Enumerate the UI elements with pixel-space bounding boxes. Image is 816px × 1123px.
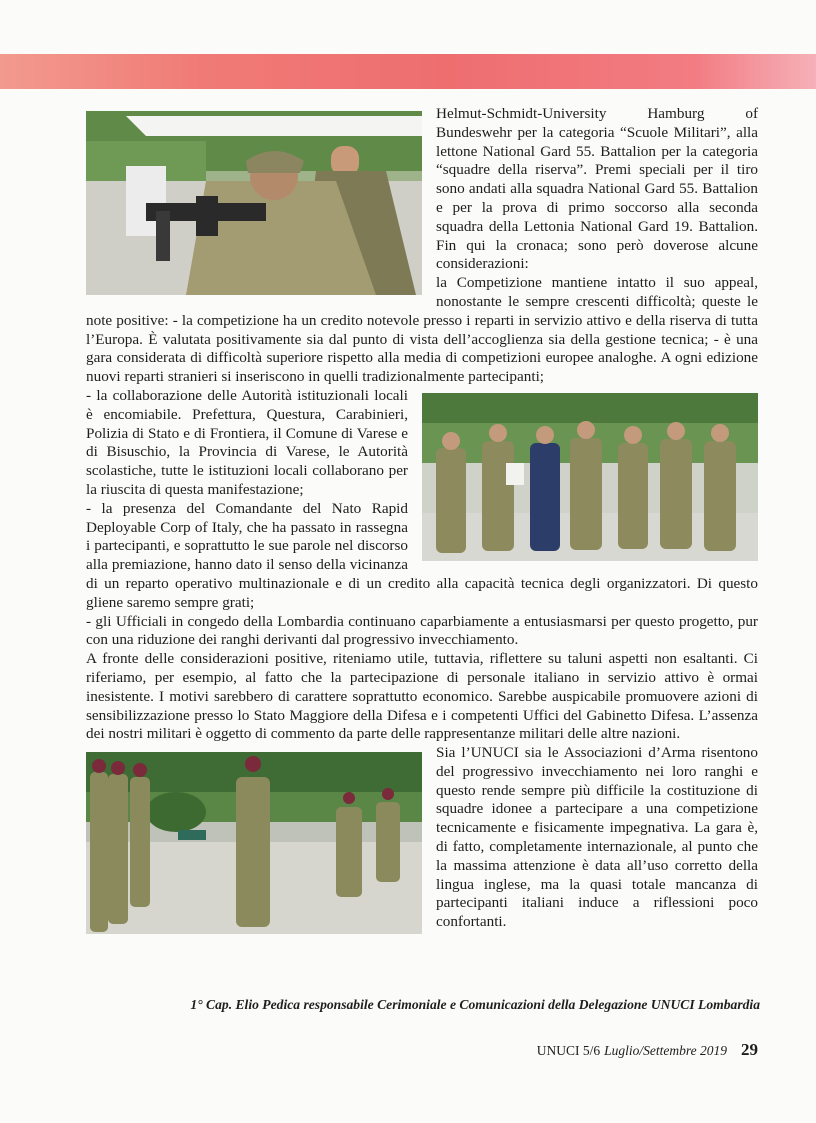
photo-award-ceremony bbox=[422, 393, 758, 561]
paragraph-officers: - gli Ufficiali in congedo della Lombardia continuano caparbiamente a entusiasmarsi per questo progetto, pur con una riduzione dei ranghi derivanti dal progressivo invecchiamento. bbox=[86, 612, 758, 649]
issue-date: Luglio/Settembre 2019 bbox=[604, 1043, 727, 1058]
paragraph-nato: - la presenza del Comandante del Nato Rapid Deployable Corp of Italy, che ha passato in rassegna i partecipanti, e soprattutto le sue parole nel discorso alla premiazione, hanno dato il senso della vicinanza di un reparto operativo multinazionale e di un credito alla capacità tecnica degli organizzatori. Di questo gliene saremo sempre grati; bbox=[86, 499, 758, 611]
article-body bbox=[86, 105, 758, 938]
page-footer bbox=[532, 1040, 758, 1060]
header-color-band bbox=[0, 54, 816, 89]
photo-shooting-range bbox=[86, 111, 422, 295]
photo-parade-review bbox=[86, 752, 422, 934]
paragraph-authorities: - la collaborazione delle Autorità istituzionali locali è encomiabile. Prefettura, Questura, Carabinieri, Polizia di Stato e di Frontiera, il Comune di Varese e di Bisuschio, la Provincia di Varese, le Autorità scolastiche, tutte le istituzioni locali collaborano per la riuscita di questa manifestazione; bbox=[86, 386, 408, 498]
author-signature: 1° Cap. Elio Pedica responsabile Cerimoniale e Comunicazioni della Delegazione UNUCI Lombardia bbox=[190, 997, 760, 1012]
paragraph-considerations: la Competizione mantiene intatto il suo appeal, nonostante le sempre crescenti difficoltà; queste le note positive: - la competizione ha un credito notevole presso i reparti in servizio attivo e della riserva di tutta l’Europa. È valutata positivamente sia dal punto di vista dell’accoglienza sia della gestione tecnica; - è una gara considerata di difficoltà superiore rispetto alla media di competizioni europee analoghe. A ogni edizione nuovi reparti stranieri si inseriscono in quelli tradizionalmente partecipanti; bbox=[86, 274, 758, 386]
paragraph-unuci: Sia l’UNUCI sia le Associazioni d’Arma risentono del progressivo invecchiamento nei loro ranghi e questo rende sempre più difficile la costituzione di squadre idonee a partecipare a una competizione tecnicamente e fisicamente impegnativa. La gara è, di fatto, completamente internazionale, al punto che la massima attenzione è data all’uso corretto della lingua inglese, ma la quasi totale mancanza di partecipanti italiani induce a riflessioni poco confortanti. bbox=[436, 744, 758, 931]
page-number: 29 bbox=[741, 1040, 758, 1059]
paragraph-intro: Helmut-Schmidt-University Hamburg of Bundeswehr per la categoria “Scuole Militari”, alla lettone National Gard 55. Battalion per la categoria “squadre della riserva”. Premi speciali per il tiro sono andati alla squadra National Gard 55. Battalion e per la prova di primo soccorso alla seconda squadra della Lettonia National Gard 19. Battalion. Fin qui la cronaca; sono però doverose alcune considerazioni: bbox=[436, 105, 758, 273]
magazine-name: UNUCI 5/6 bbox=[536, 1043, 601, 1058]
paragraph-critical: A fronte delle considerazioni positive, riteniamo utile, tuttavia, riflettere su taluni aspetti non esaltanti. Ci riferiamo, per esempio, al fatto che la partecipazione di personale italiano in servizio attivo è ormai inesistente. I motivi sarebbero di carattere soprattutto economico. Sarebbe auspicabile promuovere azioni di sensibilizzazione presso lo Stato Maggiore della Difesa e i competenti Uffici del Gabinetto Difesa. L’assenza dei nostri militari è oggetto di commento da parte delle rappresentanze militari delle altre nazioni. bbox=[86, 650, 758, 743]
